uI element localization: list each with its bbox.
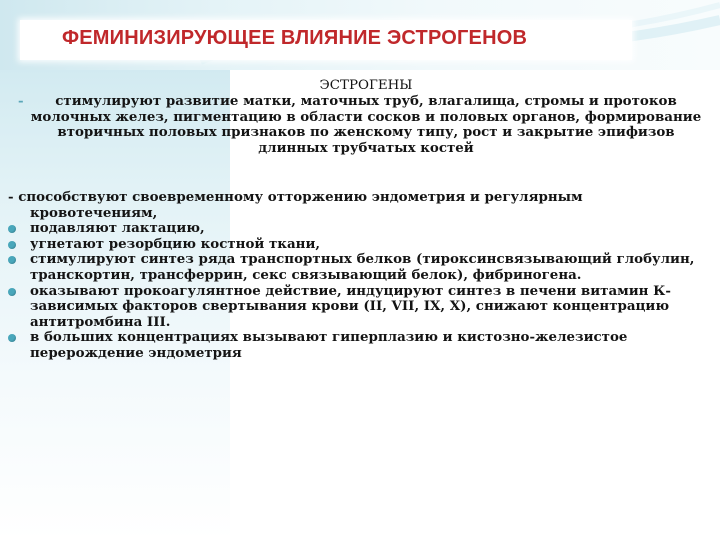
- slide-title: ФЕМИНИЗИРУЮЩЕЕ ВЛИЯНИЕ ЭСТРОГЕНОВ: [62, 27, 528, 49]
- bullet-icon: [8, 288, 16, 296]
- list-item-text: в больших концентрациях вызывают гиперплазию и кистозно-железистое перерождение эндометрия: [30, 329, 628, 361]
- section-heading: ЭСТРОГЕНЫ: [319, 78, 413, 93]
- list-item-text: стимулируют синтез ряда транспортных белков (тироксинсвязывающий глобулин, транскортин, трансферрин, секс связывающий белок), фибриногена.: [30, 251, 695, 283]
- list-item: [8, 252, 708, 283]
- list-item-dash: [8, 190, 708, 221]
- list-item: [8, 330, 708, 361]
- list-item-text: оказывают прокоагулянтное действие, индуцируют синтез в печени витамин К-зависимых факторов свертывания крови (II, VII, IX, X), снижают концентрацию антитромбина III.: [30, 282, 671, 330]
- bullet-icon: [8, 256, 16, 264]
- intro-text: стимулируют развитие матки, маточных труб, влагалища, стромы и протоков молочных желез, пигментацию в области сосков и половых органов, формирование вторичных половых признаков по женскому типу, рост и закрытие эпифизов длинных трубчатых костей: [30, 93, 702, 156]
- intro-dash: -: [18, 93, 24, 109]
- bullet-icon: [8, 334, 16, 342]
- list-item: [8, 237, 708, 253]
- bullet-icon: [8, 241, 16, 249]
- list-item: [8, 221, 708, 237]
- list-item: [8, 284, 708, 331]
- list-item-text: подавляют лактацию,: [30, 220, 205, 237]
- list-item-text: угнетают резорбцию костной ткани,: [30, 235, 321, 252]
- effects-list: [8, 190, 708, 362]
- bullet-icon: [8, 225, 16, 233]
- dash-item-continuation: кровотечениям,: [30, 204, 158, 221]
- dash-item-lead: - способствуют своевременному отторжению эндометрия и регулярным: [8, 189, 583, 205]
